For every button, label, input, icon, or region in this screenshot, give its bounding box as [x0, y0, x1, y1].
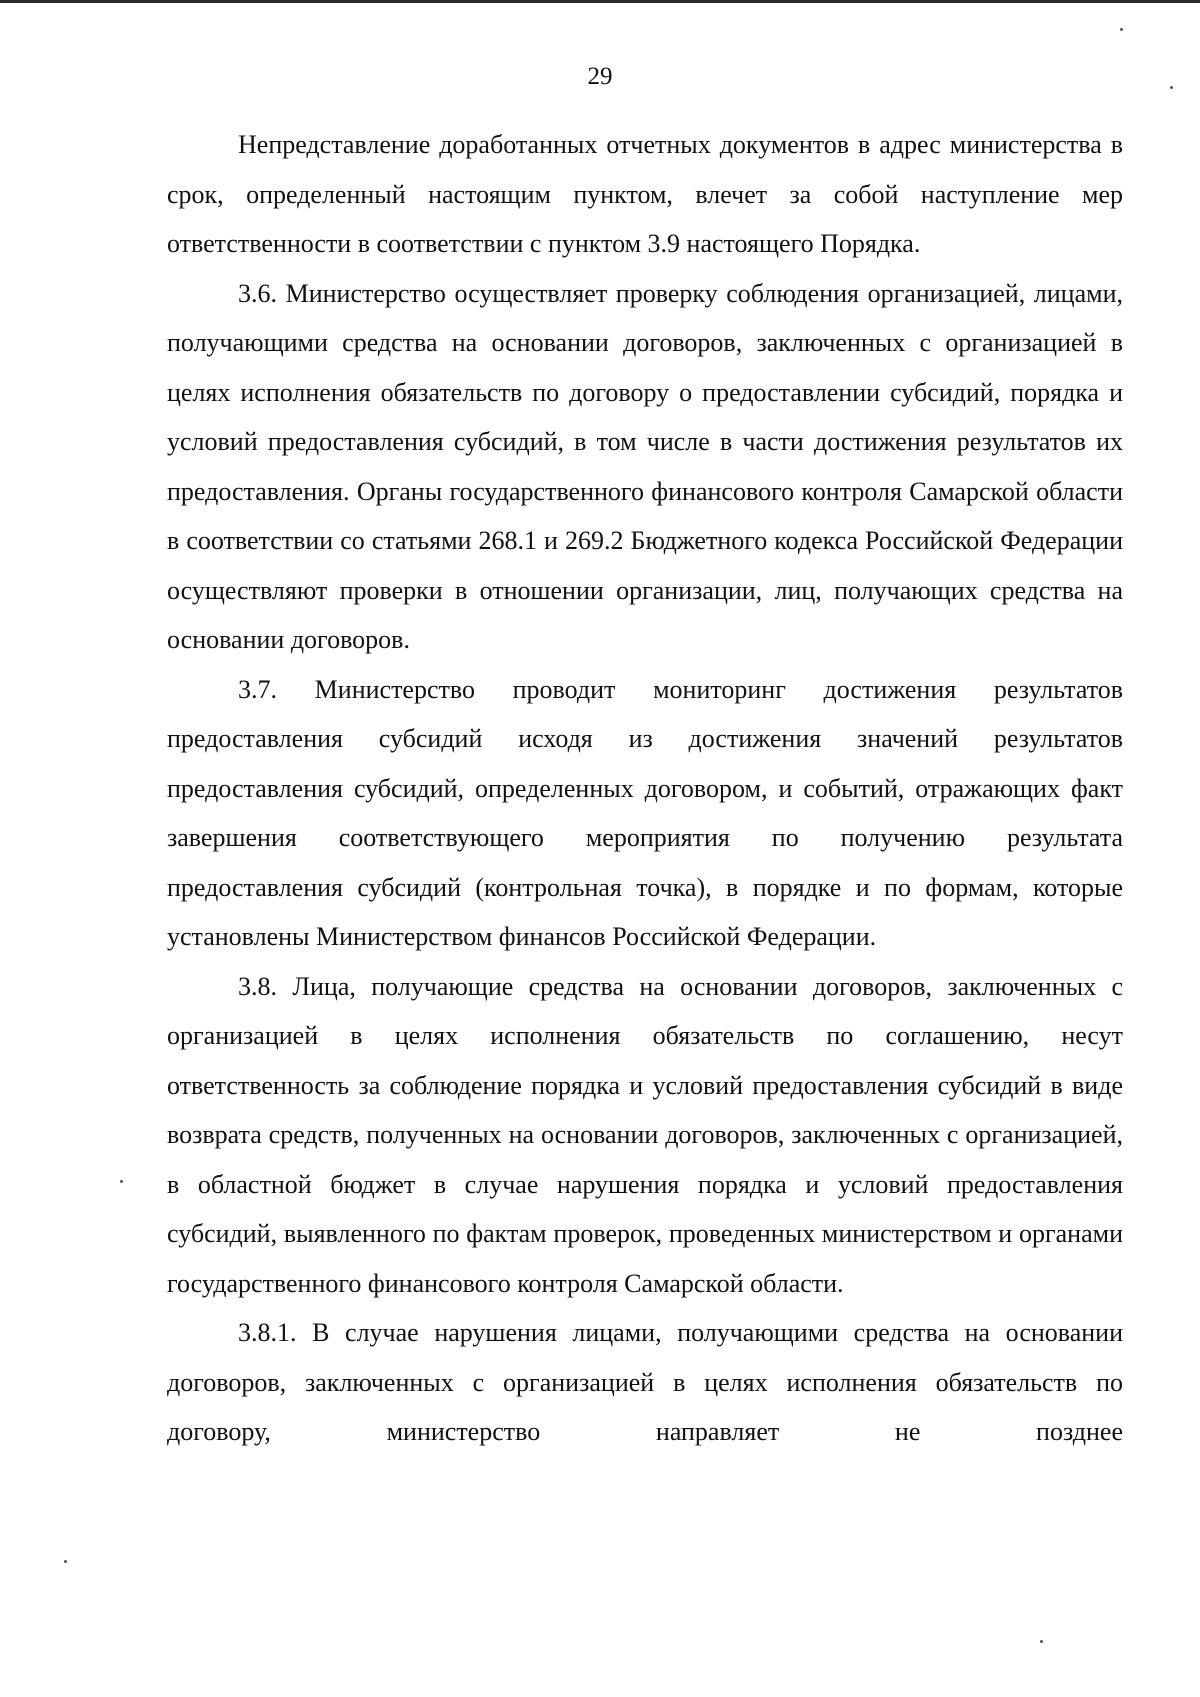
page-number: 29 [587, 63, 613, 90]
paragraph-3-6: 3.6. Министерство осуществляет проверку соблюдения организацией, лицами, получающими средства на основании договоров, заключенных с организацией в целях исполнения обязательств по договору о предоставлении субсидий, порядка и условий предоставления субсидий, в том числе в части достижения результатов их предоставления. Органы государственного финансового контроля Самарской области в соответствии со статьями 268.1 и 269.2 Бюджетного кодекса Российской Федерации осуществляют проверки в отношении организации, лиц, получающих средства на основании договоров. [167, 278, 1123, 654]
paragraph-3-8-1: 3.8.1. В случае нарушения лицами, получающими средства на основании договоров, заключенных с организацией в целях исполнения обязательств по договору, министерство направляет не позднее [167, 1318, 1123, 1446]
document-body [167, 120, 1123, 1457]
page-top-border [0, 0, 1200, 3]
paragraph-3-7: 3.7. Министерство проводит мониторинг достижения результатов предоставления субсидий исходя из достижения значений результатов предоставления субсидий, определенных договором, и событий, отражающих факт завершения соответствующего мероприятия по получению результата предоставления субсидий (контрольная точка), в порядке и по формам, которые установлены Министерством финансов Российской Федерации. [167, 674, 1123, 951]
scan-speck [1170, 86, 1173, 89]
scan-speck [1120, 28, 1123, 31]
scan-speck [120, 1180, 123, 1183]
paragraph-continuation: Непредставление доработанных отчетных документов в адрес министерства в срок, определенный настоящим пунктом, влечет за собой наступление мер ответственности в соответствии с пунктом 3.9 настоящего Порядка. [167, 130, 1123, 258]
paragraph-3-8: 3.8. Лица, получающие средства на основании договоров, заключенных с организацией в целях исполнения обязательств по соглашению, несут ответственность за соблюдение порядка и условий предоставления субсидий в виде возврата средств, полученных на основании договоров, заключенных с организацией, в областной бюджет в случае нарушения порядка и условий предоставления субсидий, выявленного по фактам проверок, проведенных министерством и органами государственного финансового контроля Самарской области. [167, 971, 1123, 1298]
scan-speck [1040, 1640, 1043, 1643]
scan-speck [64, 1560, 67, 1563]
